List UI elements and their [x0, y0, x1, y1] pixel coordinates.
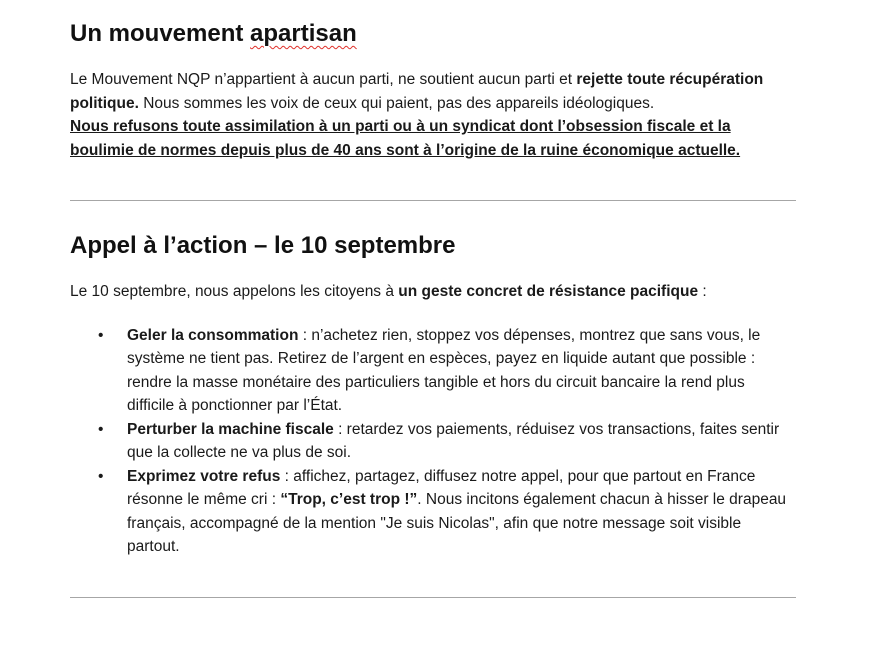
action-list [70, 324, 796, 559]
text-run: Nous sommes les voix de ceux qui paient, pas des appareils idéologiques. [138, 94, 655, 112]
list-item-text: : affichez, partagez, diffusez notre appel, pour que partout en France résonne le même cri : [127, 467, 756, 508]
text-run: Le 10 septembre, nous appelons les citoyens à [70, 283, 399, 300]
heading-text-part: Un mouvement [70, 20, 251, 47]
document-page [70, 0, 796, 598]
bold-underlined-text-run: Nous refusons toute assimilation à un parti ou à un syndicat dont l’obsession fiscale et la boulimie de normes depuis plus de 40 ans sont à l’origine de la ruine économique actuelle. [70, 118, 741, 159]
list-item [70, 465, 796, 559]
list-item-text: : retardez vos paiements, réduisez vos transactions, faites sentir que la collecte ne va plus de soi. [127, 420, 780, 461]
list-item-lead: Geler la consommation [127, 326, 299, 344]
list-item [70, 324, 796, 418]
bullet-icon: • [98, 420, 104, 438]
list-item-text: . Nous incitons également chacun à hisser le drapeau français, accompagné de la mention "Je suis Nicolas", afin que notre message soit visible partout. [127, 491, 787, 555]
misspelled-word[interactable]: apartisan [250, 20, 357, 47]
text-run: : [698, 283, 707, 300]
text-run: Le Mouvement NQP n’appartient à aucun parti, ne soutient aucun parti et [70, 71, 577, 88]
section-heading-call-to-action: Appel à l’action – le 10 septembre [70, 232, 456, 259]
bullet-icon: • [98, 467, 104, 485]
bold-text-run: un geste concret de résistance pacifique [398, 283, 699, 300]
paragraph-party-independence [70, 68, 796, 115]
bullet-icon: • [98, 326, 104, 344]
list-item-lead: Perturber la machine fiscale [127, 420, 334, 438]
section-heading-apartisan [70, 19, 796, 49]
bold-text-run: rejette toute récupération politique. [70, 71, 764, 112]
horizontal-rule [70, 200, 796, 201]
horizontal-rule [70, 597, 796, 598]
paragraph-intro [70, 280, 796, 304]
list-item [70, 418, 796, 465]
quote-text: “Trop, c’est trop !” [280, 491, 418, 508]
paragraph-refusal [70, 115, 796, 162]
list-item-lead: Exprimez votre refus [127, 467, 281, 485]
list-item-text: : n’achetez rien, stoppez vos dépenses, montrez que sans vous, le système ne tient pas. Retirez de l’argent en espèces, payez en liquide autant que possible : rendre la masse monétaire des particuliers tangible et hors du circuit bancaire la rend plus difficile à ponctionner par l’État. [127, 326, 761, 414]
